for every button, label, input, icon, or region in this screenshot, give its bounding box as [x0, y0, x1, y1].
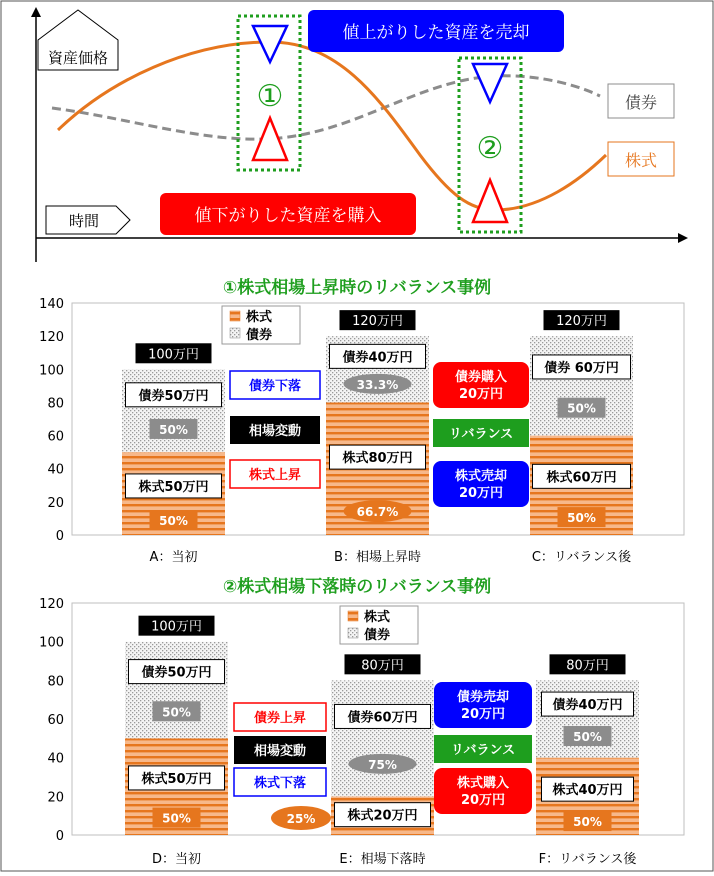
c1-stock-label: 株式80万円 [342, 451, 413, 467]
c1-total-label: 120万円 [352, 314, 403, 330]
chart1-legend-bond: 債券 [246, 328, 273, 343]
c2-bond-pct: 50% [162, 705, 191, 720]
c1-bond-label: 債券 60万円 [544, 360, 619, 376]
chart2-legend-stock-swatch [348, 611, 358, 621]
c1-stock-pct: 66.7% [356, 505, 399, 520]
c2-bond-pct: 50% [573, 730, 602, 745]
c1-y-tick: 40 [47, 462, 64, 478]
chart1-categories [150, 549, 633, 565]
chart1-mid-stock-up: 株式上昇 [248, 468, 302, 483]
chart2-mid-change: 相場変動 [253, 744, 307, 759]
c1-category-label: B：相場上昇時 [334, 550, 421, 565]
illustration [31, 7, 688, 262]
chart2-mid-rebalance: リバランス [450, 743, 516, 758]
c1-y-tick: 20 [47, 495, 64, 511]
chart1-title: ①株式相場上昇時のリバランス事例 [222, 278, 492, 298]
c1-category-label: A：当初 [149, 550, 198, 565]
stock-label: 株式 [624, 151, 658, 170]
c2-y-tick: 40 [47, 751, 64, 767]
c2-y-tick: 20 [47, 790, 64, 806]
c1-bond-pct: 33.3% [356, 377, 399, 392]
c2-y-tick: 120 [39, 597, 64, 612]
c2-y-tick: 0 [55, 829, 64, 844]
c2-stock-label: 株式50万円 [141, 771, 212, 787]
c1-stock-label: 株式50万円 [138, 479, 209, 495]
chart1-mid-change: 相場変動 [248, 424, 302, 439]
c1-bond-pct: 50% [567, 401, 596, 416]
c2-stock-pct: 50% [573, 815, 602, 830]
chart2-legend-bond-swatch [348, 628, 358, 638]
c2-bond-label: 債券60万円 [347, 710, 418, 726]
chart1-y-ticks [39, 297, 64, 544]
marker-2: ② [476, 131, 504, 166]
chart1-mid-rebalance: リバランス [448, 427, 514, 442]
c2-total-label: 80万円 [361, 658, 404, 674]
chart-2 [39, 576, 684, 867]
chart1-mid-stock-sell: 株式売却 20万円 [454, 469, 508, 501]
c2-category-label: E：相場下落時 [339, 852, 426, 867]
chart2-legend-stock: 株式 [364, 610, 391, 625]
c2-stock-pct: 25% [286, 812, 316, 826]
buy-triangle-2 [473, 180, 507, 222]
bond-label: 債券 [624, 93, 658, 112]
c1-y-tick: 120 [39, 330, 64, 346]
x-axis-label: 時間 [68, 212, 100, 230]
chart2-mid-stock-buy: 株式購入 20万円 [456, 776, 510, 808]
c1-y-tick: 140 [39, 297, 64, 312]
c2-y-tick: 80 [47, 674, 64, 690]
c2-category-label: D：当初 [151, 852, 202, 867]
chart1-legend-stock: 株式 [246, 310, 273, 325]
c1-y-tick: 80 [47, 396, 64, 412]
c2-stock-pct: 50% [162, 811, 191, 826]
c2-bar-bond [331, 680, 434, 796]
c1-bond-pct: 50% [159, 422, 188, 437]
c1-stock-pct: 50% [567, 511, 596, 526]
c1-bar-bond [122, 369, 225, 452]
c1-total-label: 120万円 [556, 314, 607, 330]
c2-bond-pct: 75% [368, 757, 397, 772]
c1-bond-label: 債券50万円 [138, 388, 209, 404]
sell-label: 値上がりした資産を売却 [342, 23, 530, 43]
c1-y-tick: 100 [39, 363, 64, 379]
c1-total-label: 100万円 [148, 347, 199, 363]
c1-bar-bond [530, 336, 633, 435]
chart2-legend-bond: 債券 [364, 628, 391, 643]
sell-triangle-2 [473, 64, 507, 102]
x-axis-arrow [678, 233, 688, 243]
c2-bar-bond [125, 642, 228, 739]
c2-stock-label: 株式40万円 [552, 783, 623, 799]
c2-y-tick: 60 [47, 713, 64, 728]
buy-label: 値下がりした資産を購入 [194, 206, 382, 226]
chart1-legend-bond-swatch [230, 328, 240, 338]
chart2-mid-bond-sell: 債券売却 20万円 [456, 690, 510, 722]
c1-y-tick: 0 [55, 529, 64, 544]
c2-bond-label: 債券40万円 [552, 698, 623, 714]
c2-total-label: 80万円 [566, 658, 609, 674]
chart2-title: ②株式相場下落時のリバランス事例 [222, 577, 492, 597]
chart2-mid-stock-down: 株式下落 [253, 776, 307, 791]
c1-stock-label: 株式60万円 [546, 470, 617, 486]
chart1-bars [122, 310, 633, 535]
c2-bond-label: 債券50万円 [141, 665, 212, 681]
c2-y-tick: 100 [39, 635, 64, 651]
chart2-mid-bond-up: 債券上昇 [253, 711, 307, 726]
y-axis-label: 資産価格 [47, 49, 109, 67]
chart2-categories [152, 851, 637, 867]
chart-1 [39, 277, 684, 565]
c1-bond-label: 債券40万円 [342, 350, 413, 366]
c1-y-tick: 60 [47, 429, 64, 445]
chart1-legend-stock-swatch [230, 311, 240, 321]
c2-category-label: F：リバランス後 [538, 852, 637, 867]
marker-1: ① [256, 79, 284, 114]
chart1-mid-bond-buy: 債券購入 20万円 [454, 370, 508, 402]
bond-curve [52, 76, 600, 139]
c2-stock-label: 株式20万円 [347, 808, 418, 824]
y-axis-arrow [31, 7, 41, 17]
c2-total-label: 100万円 [151, 619, 202, 635]
chart2-y-ticks [39, 597, 64, 844]
c1-stock-pct: 50% [159, 514, 188, 529]
c1-category-label: C：リバランス後 [531, 550, 632, 565]
chart1-mid-bond-down: 債券下落 [248, 379, 302, 394]
